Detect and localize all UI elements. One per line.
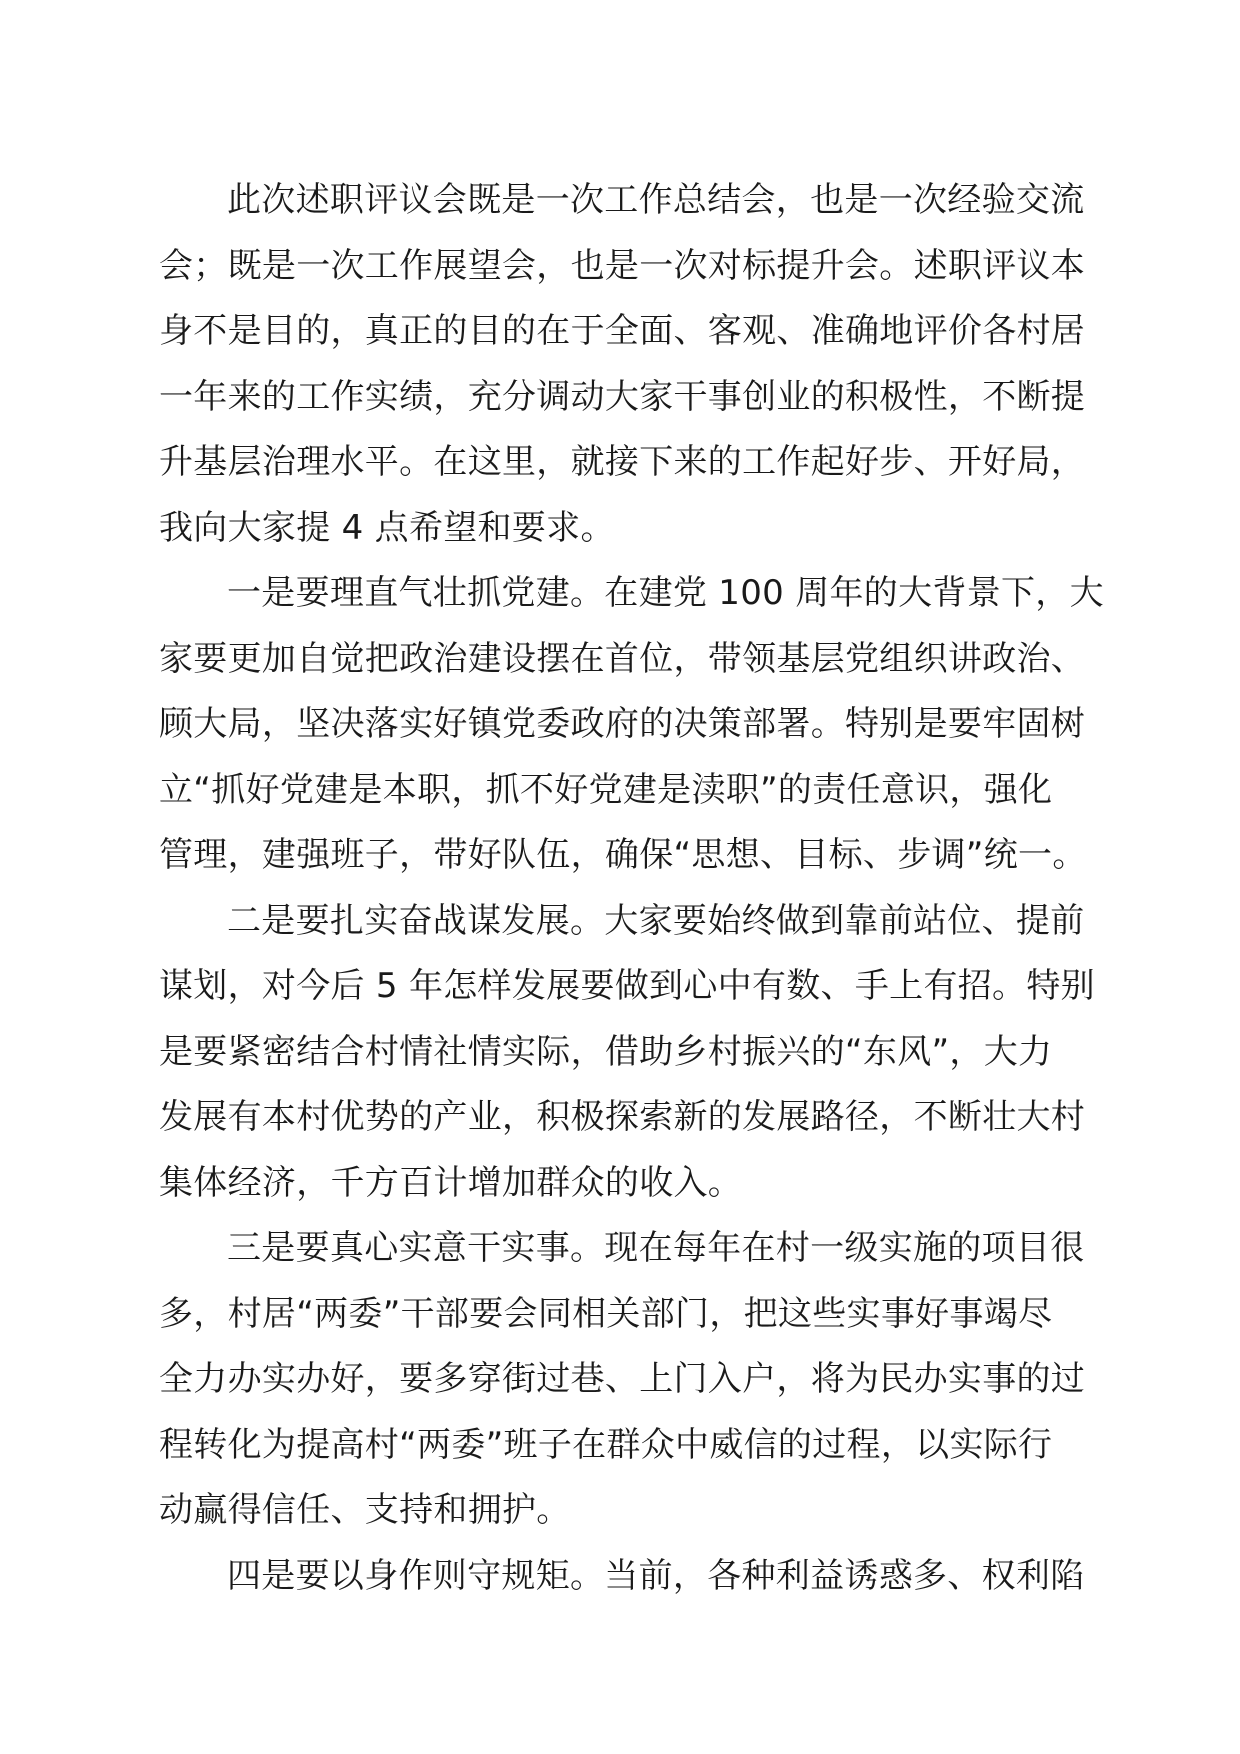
text-line: 谋划，对今后 5 年怎样发展要做到心中有数、手上有招。特别 (159, 966, 1095, 1006)
text-line: 程转化为提高村“两委”班子在群众中威信的过程，以实际行 (159, 1424, 1053, 1465)
text-line: 三是要真心实意干实事。现在每年在村一级实施的项目很 (227, 1228, 1085, 1268)
text-line: 是要紧密结合村情社情实际，借助乡村振兴的“东风”，大力 (159, 1031, 1053, 1072)
text-line: 二是要扎实奋战谋发展。大家要始终做到靠前站位、提前 (227, 900, 1085, 941)
text-line: 管理，建强班子，带好队伍，确保“思想、目标、步调”统一。 (159, 835, 1087, 875)
text-line: 顾大局，坚决落实好镇党委政府的决策部署。特别是要牢固树 (159, 704, 1086, 744)
text-line: 家要更加自觉把政治建设摆在首位，带领基层党组织讲政治、 (159, 638, 1086, 679)
text-line: 发展有本村优势的产业，积极探索新的发展路径，不断壮大村 (159, 1097, 1086, 1137)
text-line: 动赢得信任、支持和拥护。 (159, 1490, 571, 1530)
text-line: 四是要以身作则守规矩。当前，各种利益诱惑多、权利陷 (227, 1555, 1085, 1596)
text-line: 身不是目的，真正的目的在于全面、客观、准确地评价各村居 (159, 311, 1086, 351)
text-line: 一是要理直气壮抓党建。在建党 100 周年的大背景下，大 (227, 573, 1104, 613)
text-line: 升基层治理水平。在这里，就接下来的工作起好步、开好局， (159, 442, 1086, 482)
document-body (159, 168, 1104, 1609)
text-line: 会；既是一次工作展望会，也是一次对标提升会。述职评议本 (159, 245, 1086, 286)
text-line: 集体经济，千方百计增加群众的收入。 (159, 1162, 743, 1203)
text-line: 全力办实办好，要多穿街过巷、上门入户，将为民办实事的过 (159, 1359, 1086, 1399)
text-line: 多，村居“两委”干部要会同相关部门，把这些实事好事竭尽 (159, 1293, 1053, 1334)
text-line: 立“抓好党建是本职，抓不好党建是渎职”的责任意识，强化 (159, 769, 1053, 810)
text-line: 我向大家提 4 点希望和要求。 (159, 507, 615, 548)
text-line: 一年来的工作实绩，充分调动大家干事创业的积极性，不断提 (159, 376, 1086, 417)
text-line: 此次述职评议会既是一次工作总结会，也是一次经验交流 (227, 180, 1085, 220)
